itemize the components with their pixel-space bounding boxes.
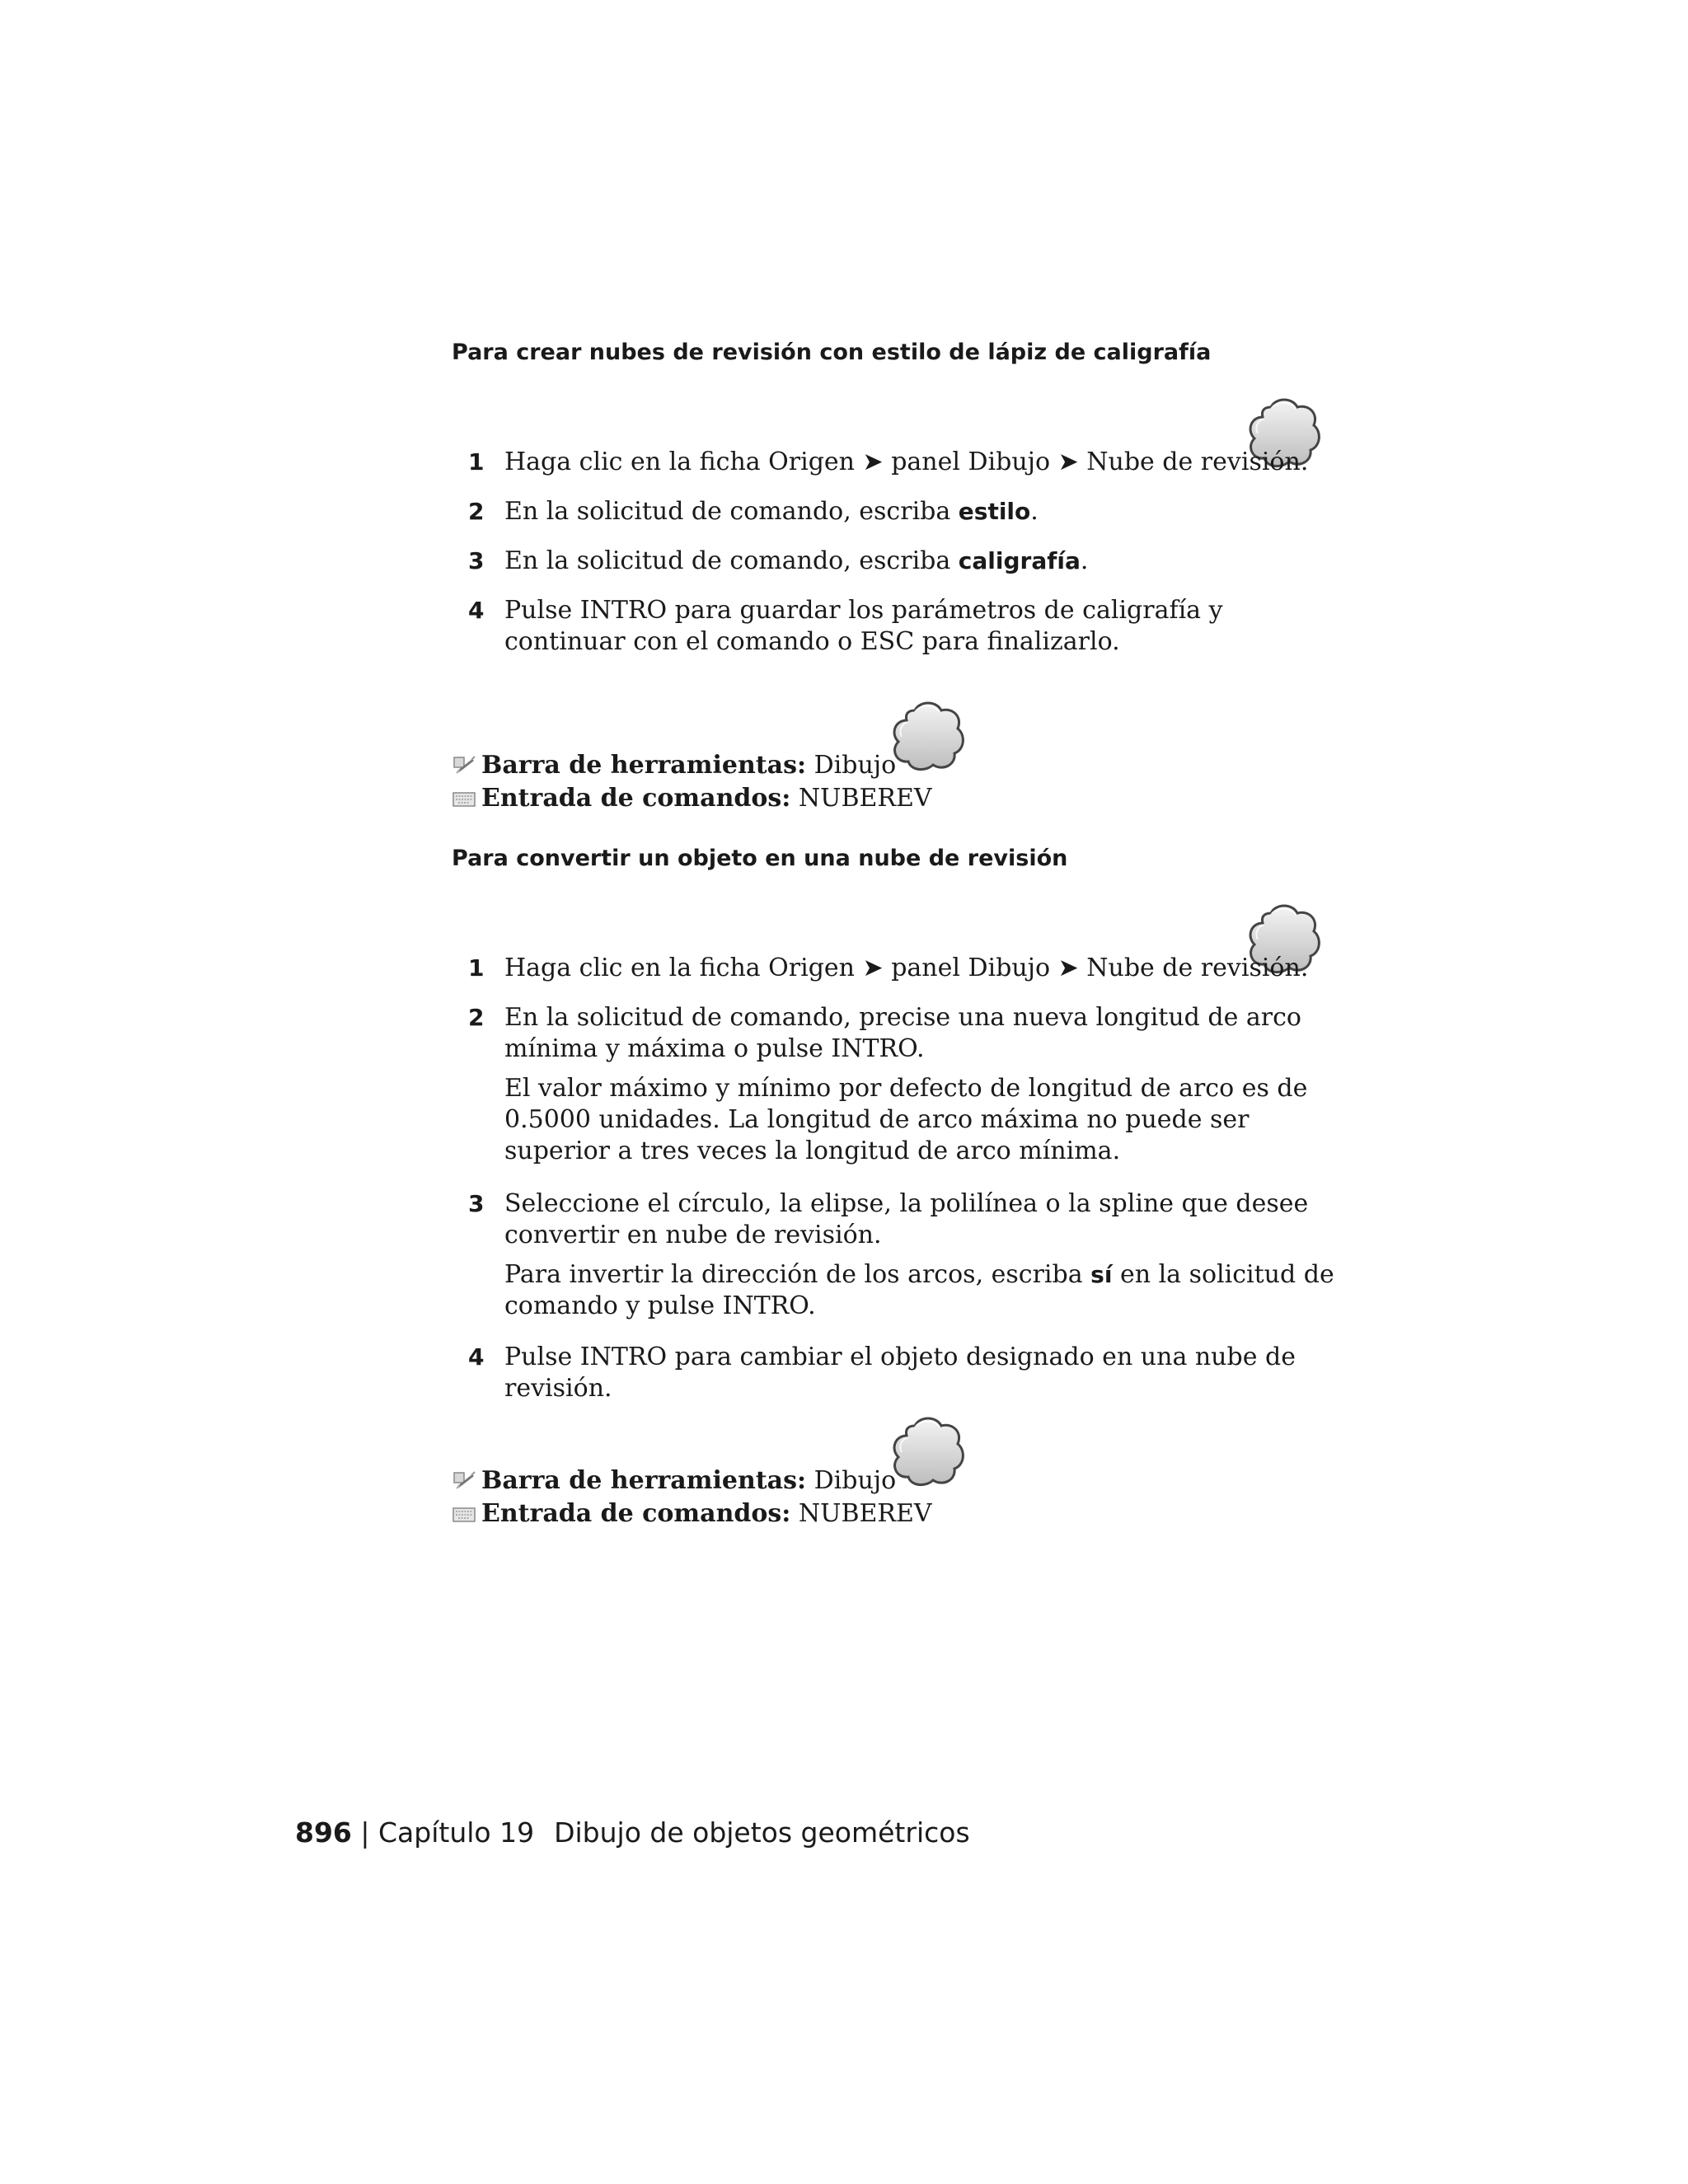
step-number: 1 — [468, 448, 485, 476]
revision-cloud-icon — [890, 1414, 966, 1487]
step-number: 3 — [468, 1190, 485, 1217]
revision-cloud-icon — [890, 699, 966, 771]
step-text: Haga clic en la ficha Origen ➤ panel Dibujo ➤ Nube de revisión. — [504, 954, 1309, 982]
section-heading-convert: Para convertir un objeto en una nube de revisión — [452, 846, 1068, 871]
page-number: 896 — [295, 1816, 352, 1849]
keyboard-icon — [452, 1503, 476, 1525]
step-text: Pulse INTRO para guardar los parámetros de caligrafía y continuar con el comando o ESC para finalizarlo. — [504, 596, 1223, 656]
step-text: Seleccione el círculo, la elipse, la polilínea o la spline que desee convertir en nube de revisión. — [504, 1189, 1309, 1249]
toolbar-value: Dibujo — [814, 1466, 897, 1495]
toolbar-value: Dibujo — [814, 751, 897, 780]
toolbar-reference: Barra de herramientas: Dibujo — [452, 1465, 896, 1497]
step-text: Haga clic en la ficha Origen ➤ panel Dibujo ➤ Nube de revisión. — [504, 448, 1309, 476]
keyword: caligrafía — [958, 547, 1081, 574]
step-number: 1 — [468, 954, 485, 982]
step-number: 2 — [468, 498, 485, 525]
toolbar-icon — [452, 1470, 476, 1492]
command-value: NUBEREV — [798, 784, 932, 813]
step-text: En la solicitud de comando, escriba estilo. — [504, 497, 1039, 526]
command-value: NUBEREV — [798, 1499, 932, 1528]
step-note: El valor máximo y mínimo por defecto de longitud de arco es de 0.5000 unidades. La longitud de arco máxima no puede ser superior a tres veces la longitud de arco mínima. — [504, 1074, 1308, 1165]
command-reference: Entrada de comandos: NUBEREV — [452, 783, 932, 814]
step-text: En la solicitud de comando, escriba caligrafía. — [504, 546, 1089, 575]
step-text: Pulse INTRO para cambiar el objeto designado en una nube de revisión. — [504, 1343, 1296, 1403]
chapter-title: Dibujo de objetos geométricos — [554, 1816, 970, 1849]
footer-separator: | — [360, 1816, 370, 1849]
step-note: Para invertir la dirección de los arcos, escriba sí en la solicitud de comando y pulse INTRO. — [504, 1260, 1334, 1320]
step-number: 3 — [468, 547, 485, 574]
step-number: 2 — [468, 1004, 485, 1031]
section-heading-calligraphy: Para crear nubes de revisión con estilo de lápiz de caligrafía — [452, 340, 1212, 365]
toolbar-reference: Barra de herramientas: Dibujo — [452, 750, 896, 781]
page-footer — [295, 1816, 970, 1849]
keyword: sí — [1090, 1261, 1113, 1288]
keyword: estilo — [958, 498, 1031, 525]
step-text: En la solicitud de comando, precise una nueva longitud de arco mínima y máxima o pulse INTRO. — [504, 1003, 1301, 1063]
toolbar-icon — [452, 755, 476, 776]
step-number: 4 — [468, 597, 485, 624]
command-reference: Entrada de comandos: NUBEREV — [452, 1498, 932, 1530]
chapter-number: Capítulo 19 — [378, 1816, 535, 1849]
keyboard-icon — [452, 788, 476, 809]
step-number: 4 — [468, 1343, 485, 1371]
